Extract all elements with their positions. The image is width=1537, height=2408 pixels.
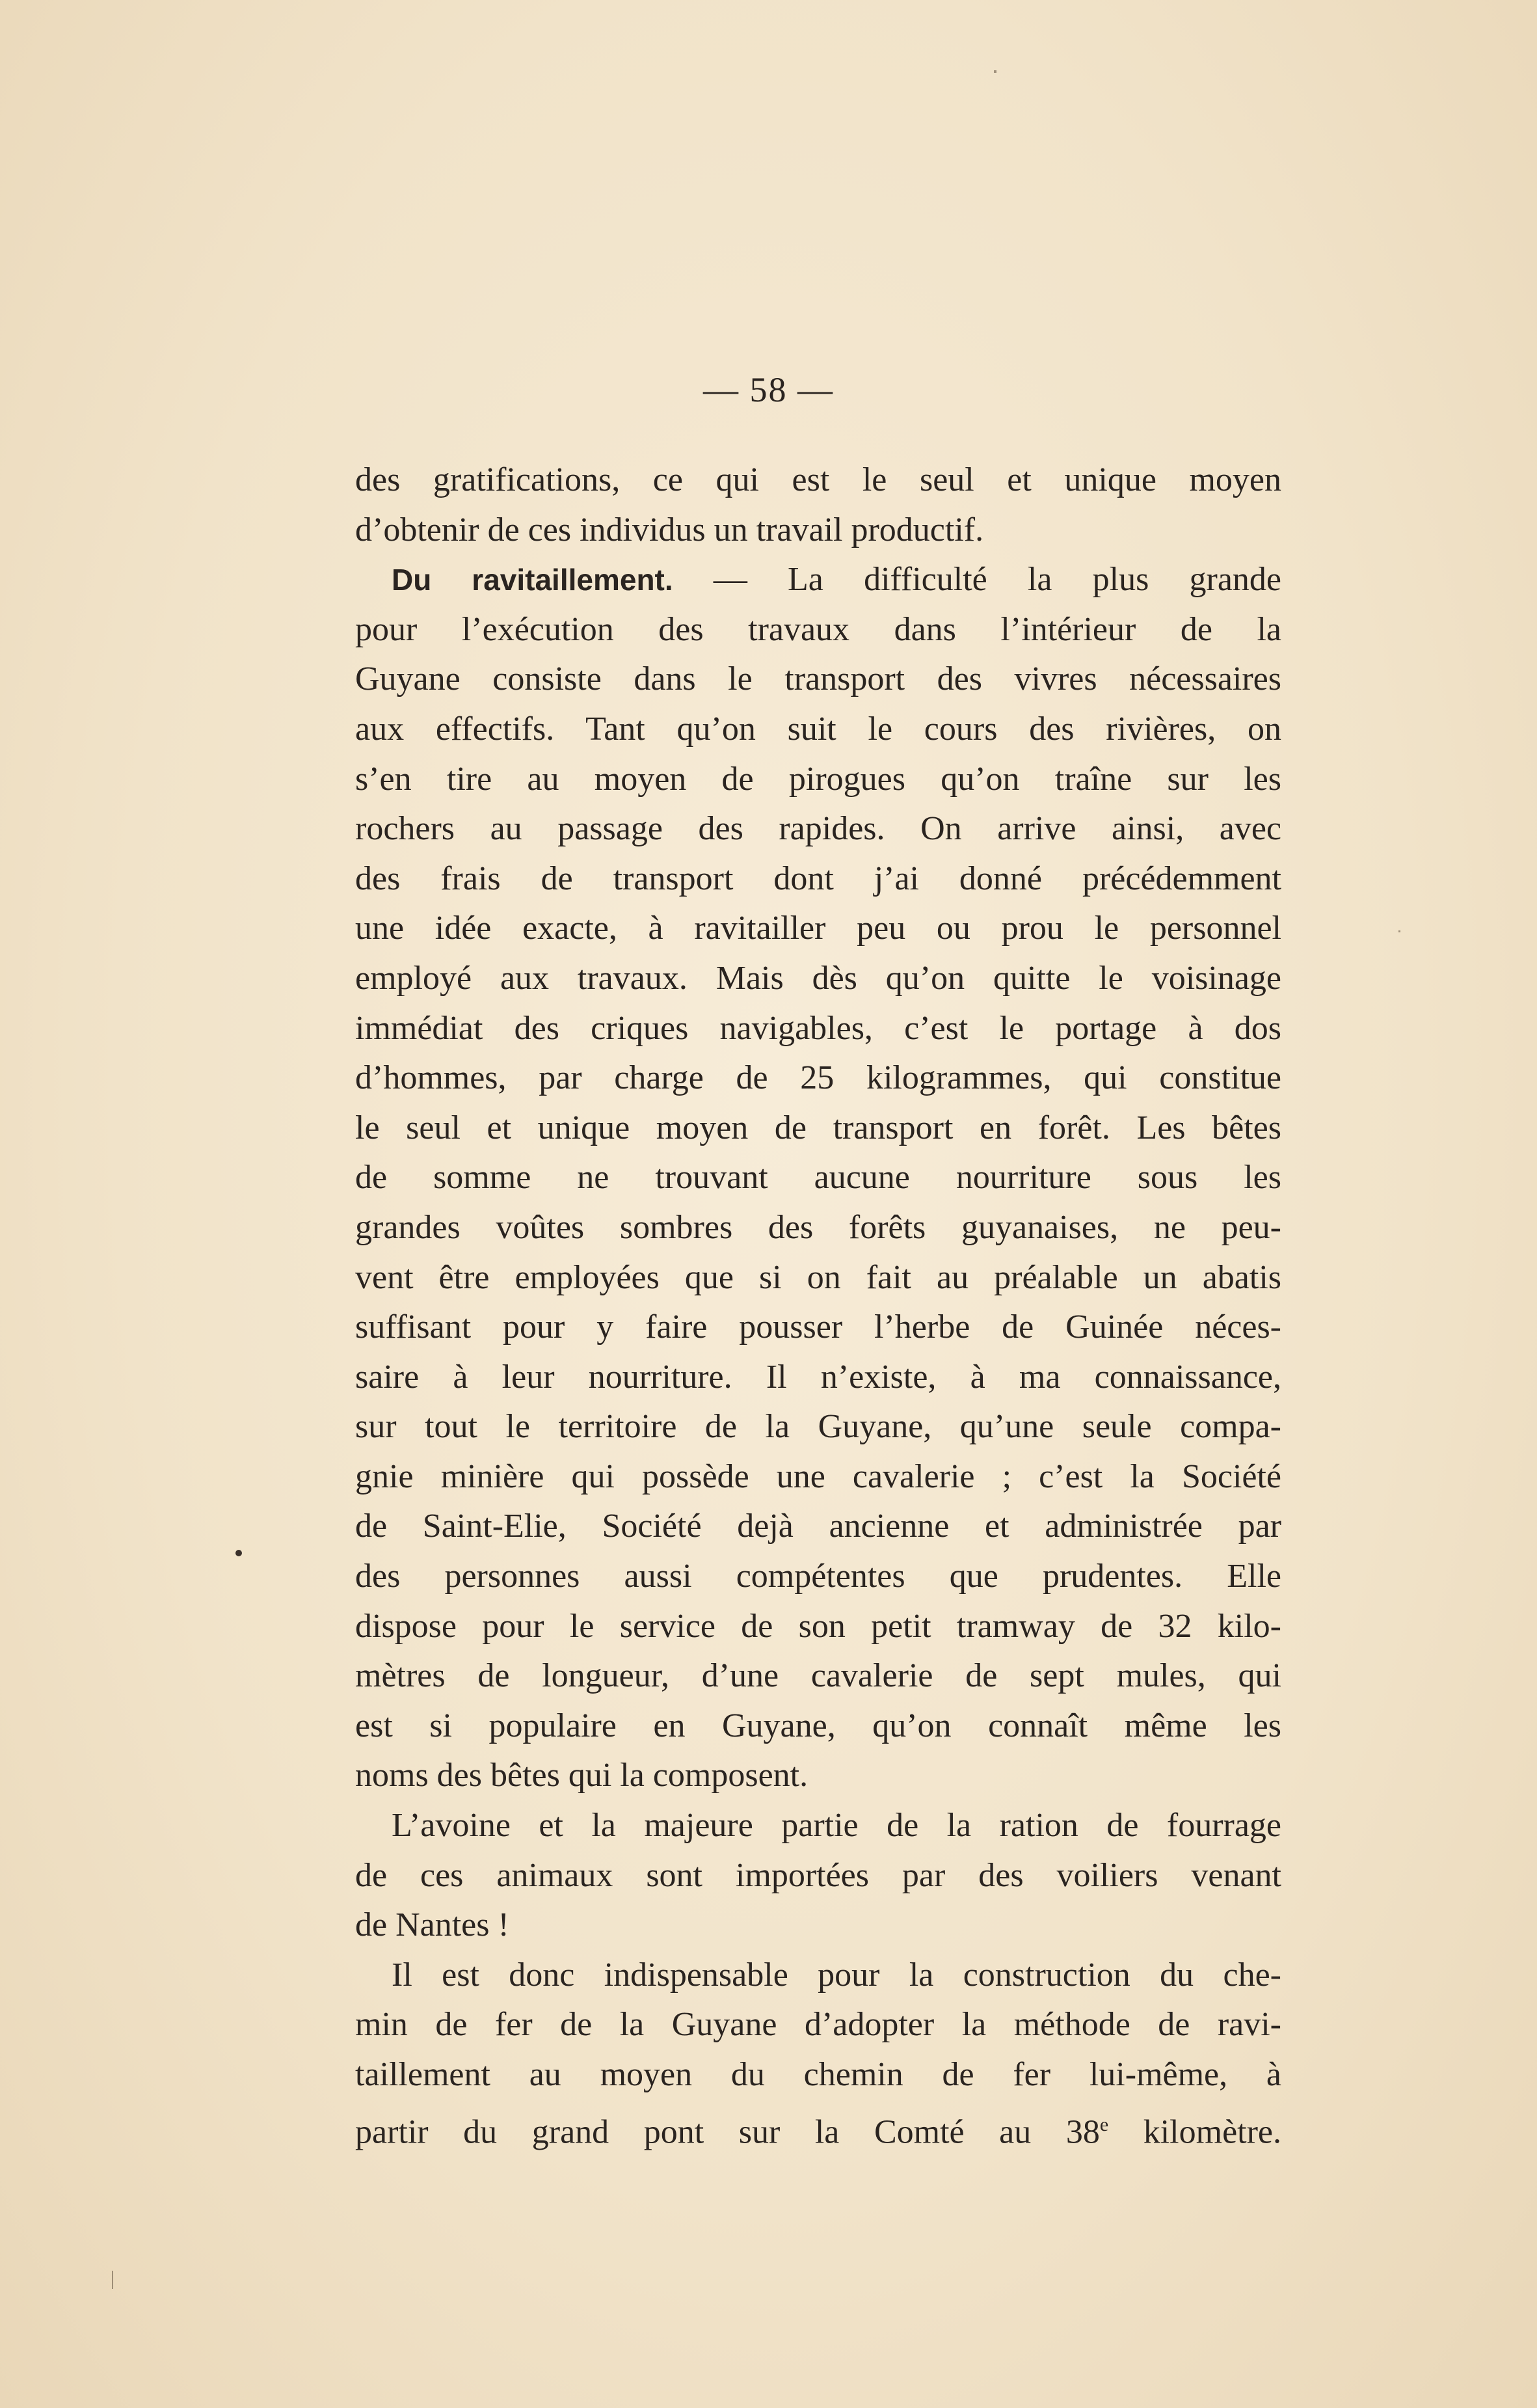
body-text [355, 455, 1281, 2150]
text-line: de Nantes ! [355, 1906, 509, 1944]
text-line: est si populaire en Guyane, qu’on connaît même les [355, 1707, 1281, 1744]
text-line: des gratifications, ce qui est le seul et unique moyen [355, 461, 1281, 498]
text-line: vent être employées que si on fait au préalable un abatis [355, 1258, 1281, 1296]
text-line [355, 555, 1281, 605]
text-line: taillement au moyen du chemin de fer lui-même, à [355, 2056, 1281, 2093]
text-line: Il est donc indispensable pour la construction du che- [392, 1956, 1281, 1994]
text-line: une idée exacte, à ravitailler peu ou prou le personnel [355, 910, 1281, 947]
section-heading: Du ravitaillement. [392, 563, 673, 597]
text-line: des frais de transport dont j’ai donné précédemment [355, 859, 1281, 897]
paper-speck [112, 2271, 113, 2289]
text-line: pour l’exécution des travaux dans l’intérieur de la [355, 610, 1281, 648]
text-line-content: kilomètre. [1108, 2113, 1281, 2150]
text-line: employé aux travaux. Mais dès qu’on quitte le voisinage [355, 959, 1281, 997]
text-line: d’obtenir de ces individus un travail productif. [355, 511, 984, 548]
text-line: rochers au passage des rapides. On arrive ainsi, avec [355, 810, 1281, 848]
text-line: mètres de longueur, d’une cavalerie de sept mules, qui [355, 1657, 1281, 1695]
text-line: des personnes aussi compétentes que prudentes. Elle [355, 1558, 1281, 1595]
text-line: grandes voûtes sombres des forêts guyanaises, ne peu- [355, 1208, 1281, 1246]
text-line-content: — La difficulté la plus grande [673, 561, 1281, 599]
text-line: suffisant pour y faire pousser l’herbe de Guinée néces- [355, 1308, 1281, 1346]
text-line: aux effectifs. Tant qu’on suit le cours des rivières, on [355, 710, 1281, 748]
text-line: sur tout le territoire de la Guyane, qu’une seule compa- [355, 1408, 1281, 1446]
superscript-ordinal: e [1099, 2113, 1109, 2135]
ink-dot [235, 1550, 242, 1556]
text-line: de Saint-Elie, Société dejà ancienne et administrée par [355, 1508, 1281, 1545]
paper-speck [994, 70, 996, 73]
paper-speck [1398, 930, 1400, 932]
text-line [355, 2100, 1281, 2150]
text-line: de ces animaux sont importées par des voiliers venant [355, 1856, 1281, 1894]
text-line: gnie minière qui possède une cavalerie ; c’est la Société [355, 1457, 1281, 1495]
text-line: Guyane consiste dans le transport des vivres nécessaires [355, 660, 1281, 698]
text-line: min de fer de la Guyane d’adopter la méthode de ravi- [355, 2006, 1281, 2044]
text-line: d’hommes, par charge de 25 kilogrammes, qui constitue [355, 1059, 1281, 1097]
text-line-content: partir du grand pont sur la Comté au 38 [355, 2113, 1100, 2150]
text-line: de somme ne trouvant aucune nourriture sous les [355, 1159, 1281, 1197]
page-number: — 58 — [703, 370, 834, 409]
text-line: noms des bêtes qui la composent. [355, 1757, 809, 1794]
text-line: dispose pour le service de son petit tramway de 32 kilo- [355, 1607, 1281, 1645]
text-line: immédiat des criques navigables, c’est le portage à dos [355, 1009, 1281, 1047]
text-line: saire à leur nourriture. Il n’existe, à ma connaissance, [355, 1358, 1281, 1396]
text-line: le seul et unique moyen de transport en forêt. Les bêtes [355, 1109, 1281, 1146]
text-line: L’avoine et la majeure partie de la ration de fourrage [392, 1807, 1281, 1845]
text-line: s’en tire au moyen de pirogues qu’on traîne sur les [355, 760, 1281, 798]
